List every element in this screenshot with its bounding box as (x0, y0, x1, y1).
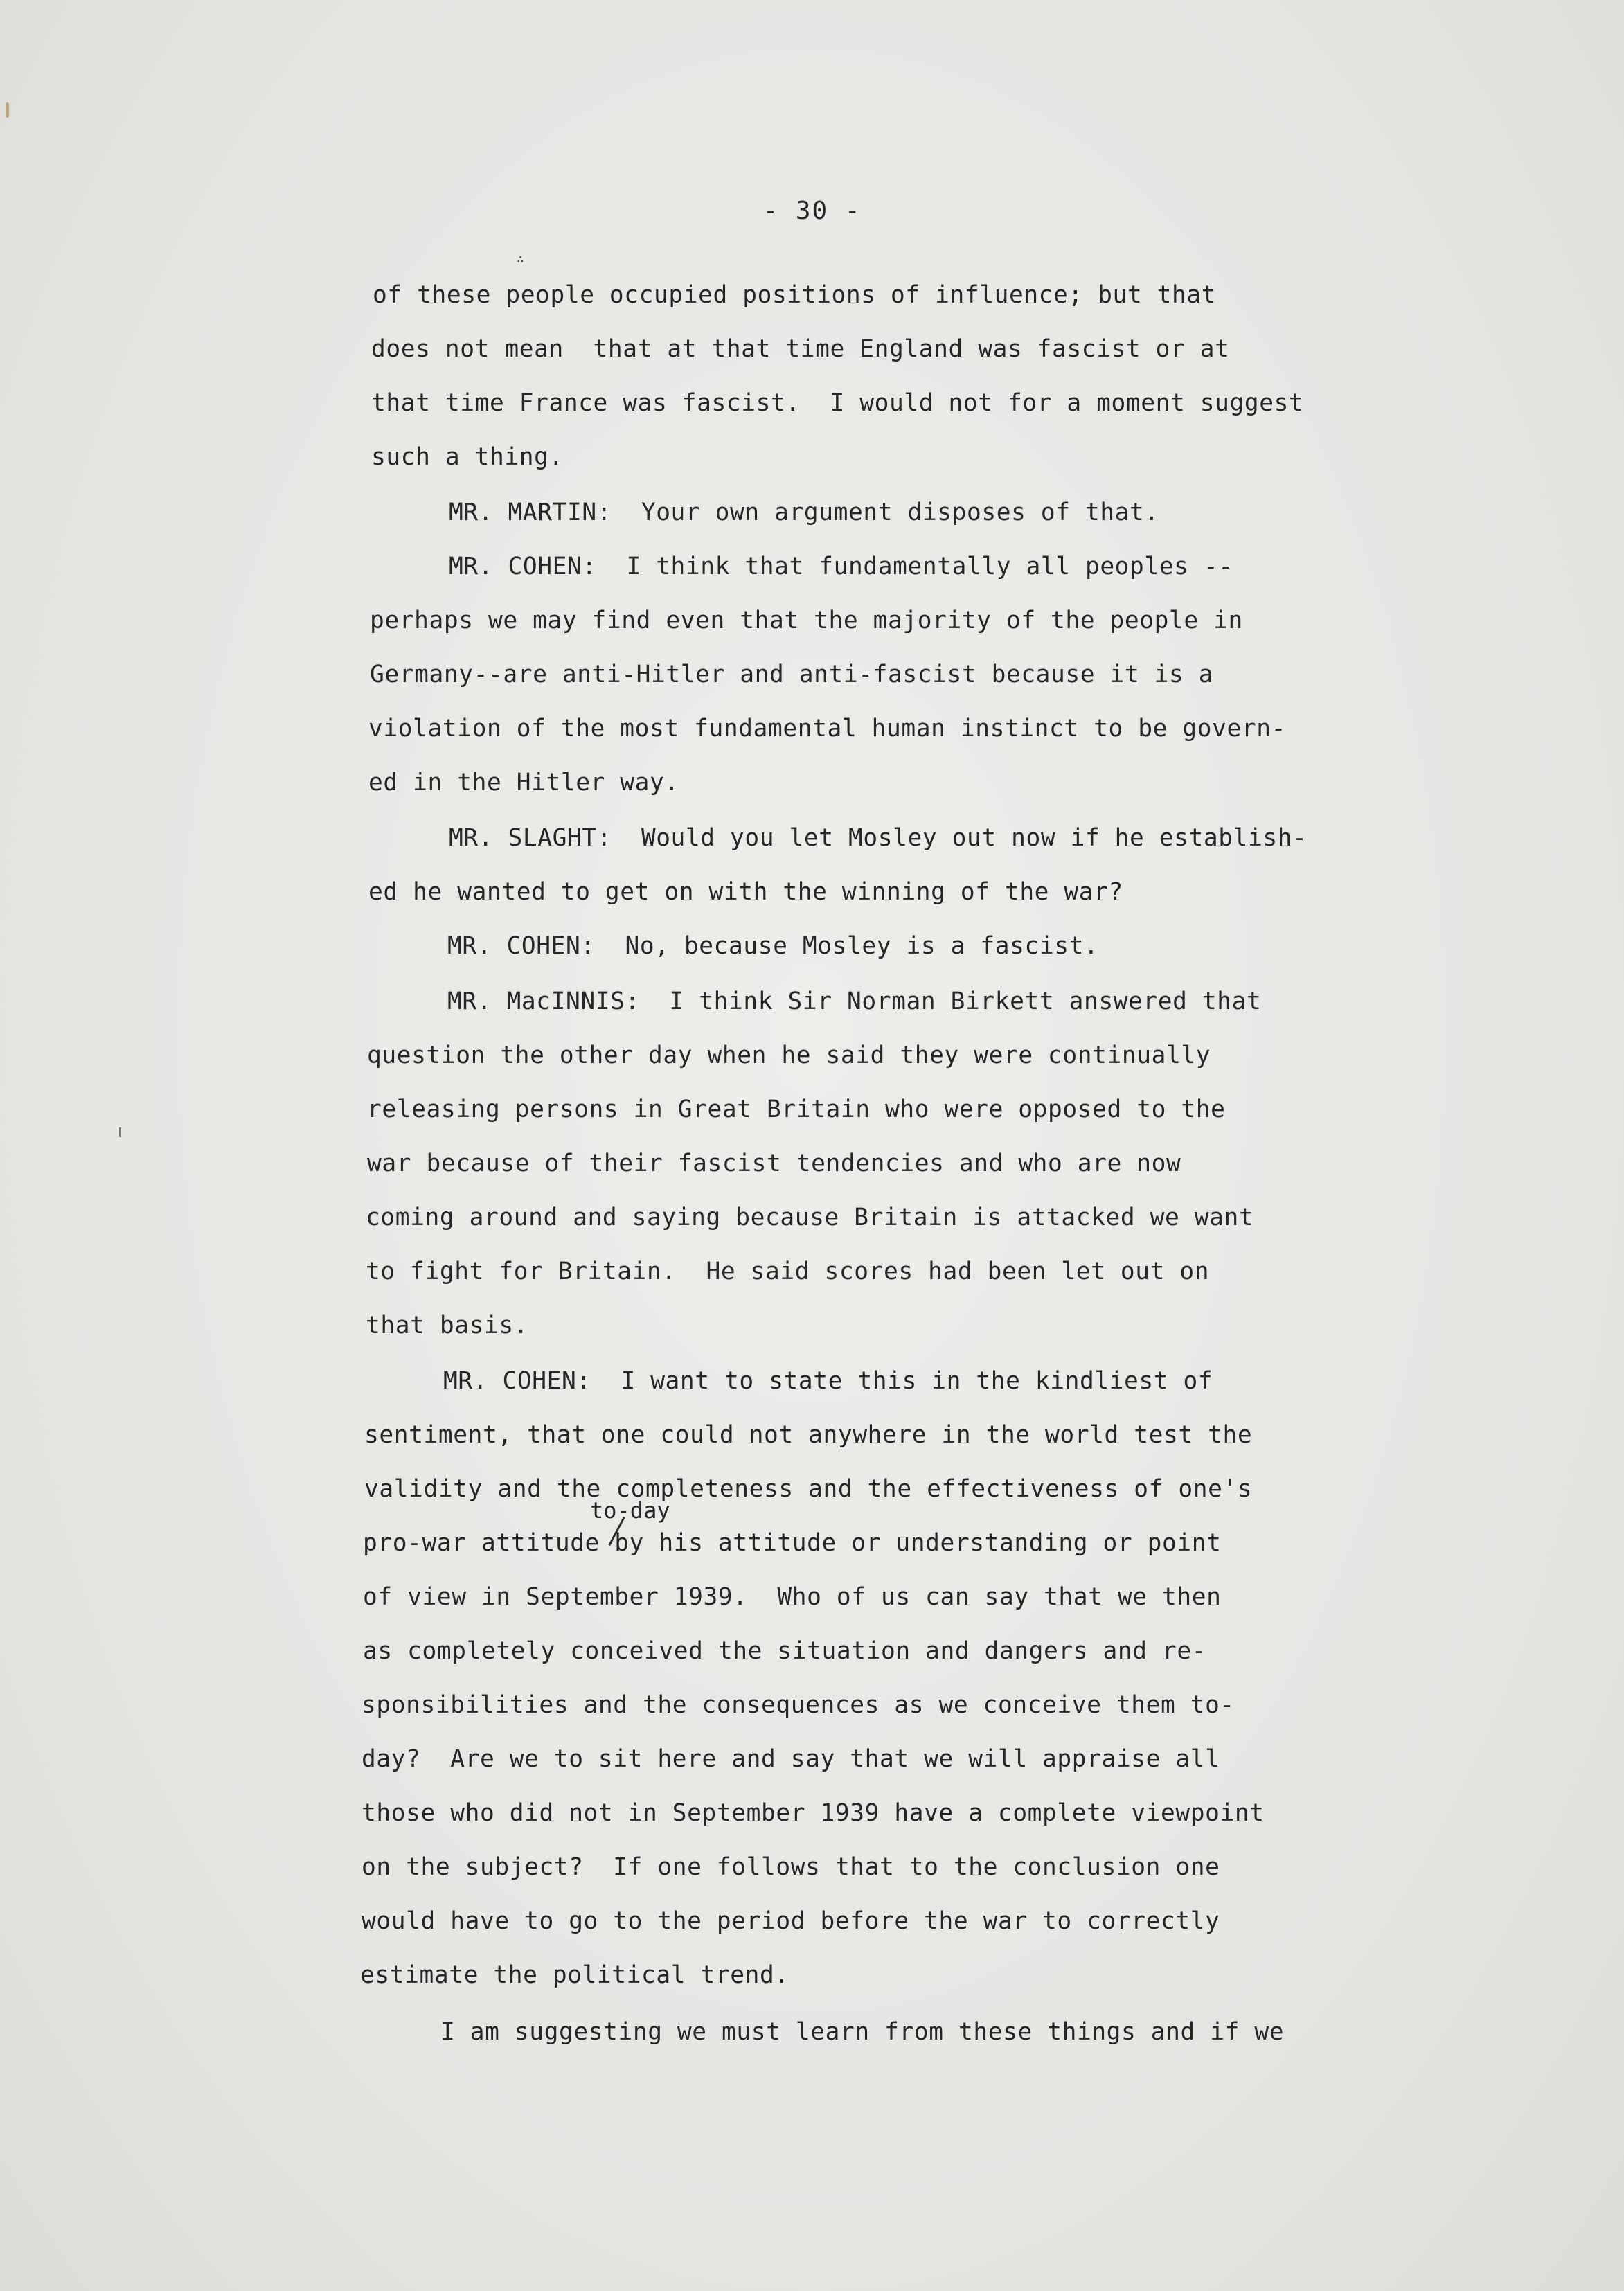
margin-tick (119, 1127, 121, 1137)
text-line: releasing persons in Great Britain who were opposed to the (367, 1096, 1226, 1123)
text-line: perhaps we may find even that the majority of the people in (370, 607, 1243, 634)
speaker-line: MR. COHEN: I want to state this in the kindliest of (443, 1367, 1213, 1395)
text-line: day? Are we to sit here and say that we will appraise all (362, 1745, 1220, 1773)
text-line: that basis. (366, 1312, 529, 1339)
edge-stain (6, 102, 9, 118)
text-line: of view in September 1939. Who of us can say that we then (363, 1583, 1222, 1611)
speaker-line: MR. COHEN: I think that fundamentally all peoples -- (449, 553, 1233, 580)
handwritten-insertion: to-day (590, 1497, 670, 1524)
speaker-line: MR. MARTIN: Your own argument disposes of that. (449, 499, 1159, 526)
text-line: does not mean that at that time England was fascist or at (371, 335, 1230, 363)
page-number: - 30 - (762, 197, 862, 225)
text-line: violation of the most fundamental human instinct to be govern- (368, 715, 1286, 742)
speaker-line: MR. SLAGHT: Would you let Mosley out now if he establish- (449, 824, 1308, 852)
text-line: such a thing. (371, 443, 564, 471)
text-line: question the other day when he said they were continually (367, 1042, 1211, 1069)
text-line: as completely conceived the situation and dangers and re- (363, 1637, 1207, 1665)
text-line: Germany--are anti-Hitler and anti-fascist because it is a (370, 661, 1214, 688)
text-line: ed he wanted to get on with the winning of the war? (368, 878, 1123, 906)
text-line: those who did not in September 1939 have a complete viewpoint (362, 1799, 1265, 1827)
text-line: that time France was fascist. I would not for a moment suggest (371, 389, 1304, 417)
text-line: sentiment, that one could not anywhere in the world test the (364, 1421, 1253, 1449)
text-line: I am suggesting we must learn from these things and if we (440, 2018, 1285, 2046)
text-line: would have to go to the period before the war to correctly (362, 1907, 1220, 1935)
ink-smudge: ∴ (517, 252, 524, 267)
text-line: validity and the completeness and the effectiveness of one's (364, 1475, 1253, 1503)
text-line: pro-war attitude by his attitude or understanding or point (363, 1529, 1222, 1557)
text-line: estimate the political trend. (360, 1961, 789, 1989)
text-line: to fight for Britain. He said scores had been let out on (366, 1258, 1210, 1285)
text-line: coming around and saying because Britain is attacked we want (366, 1204, 1254, 1231)
text-line: war because of their fascist tendencies and who are now (367, 1150, 1181, 1177)
text-line: ed in the Hitler way. (368, 769, 679, 796)
speaker-line: MR. MacINNIS: I think Sir Norman Birkett answered that (447, 988, 1262, 1015)
text-line: sponsibilities and the consequences as we conceive them to- (362, 1691, 1235, 1719)
text-line: on the subject? If one follows that to the conclusion one (362, 1853, 1220, 1881)
text-line: of these people occupied positions of influence; but that (373, 281, 1217, 309)
speaker-line: MR. COHEN: No, because Mosley is a fascist. (447, 932, 1099, 960)
